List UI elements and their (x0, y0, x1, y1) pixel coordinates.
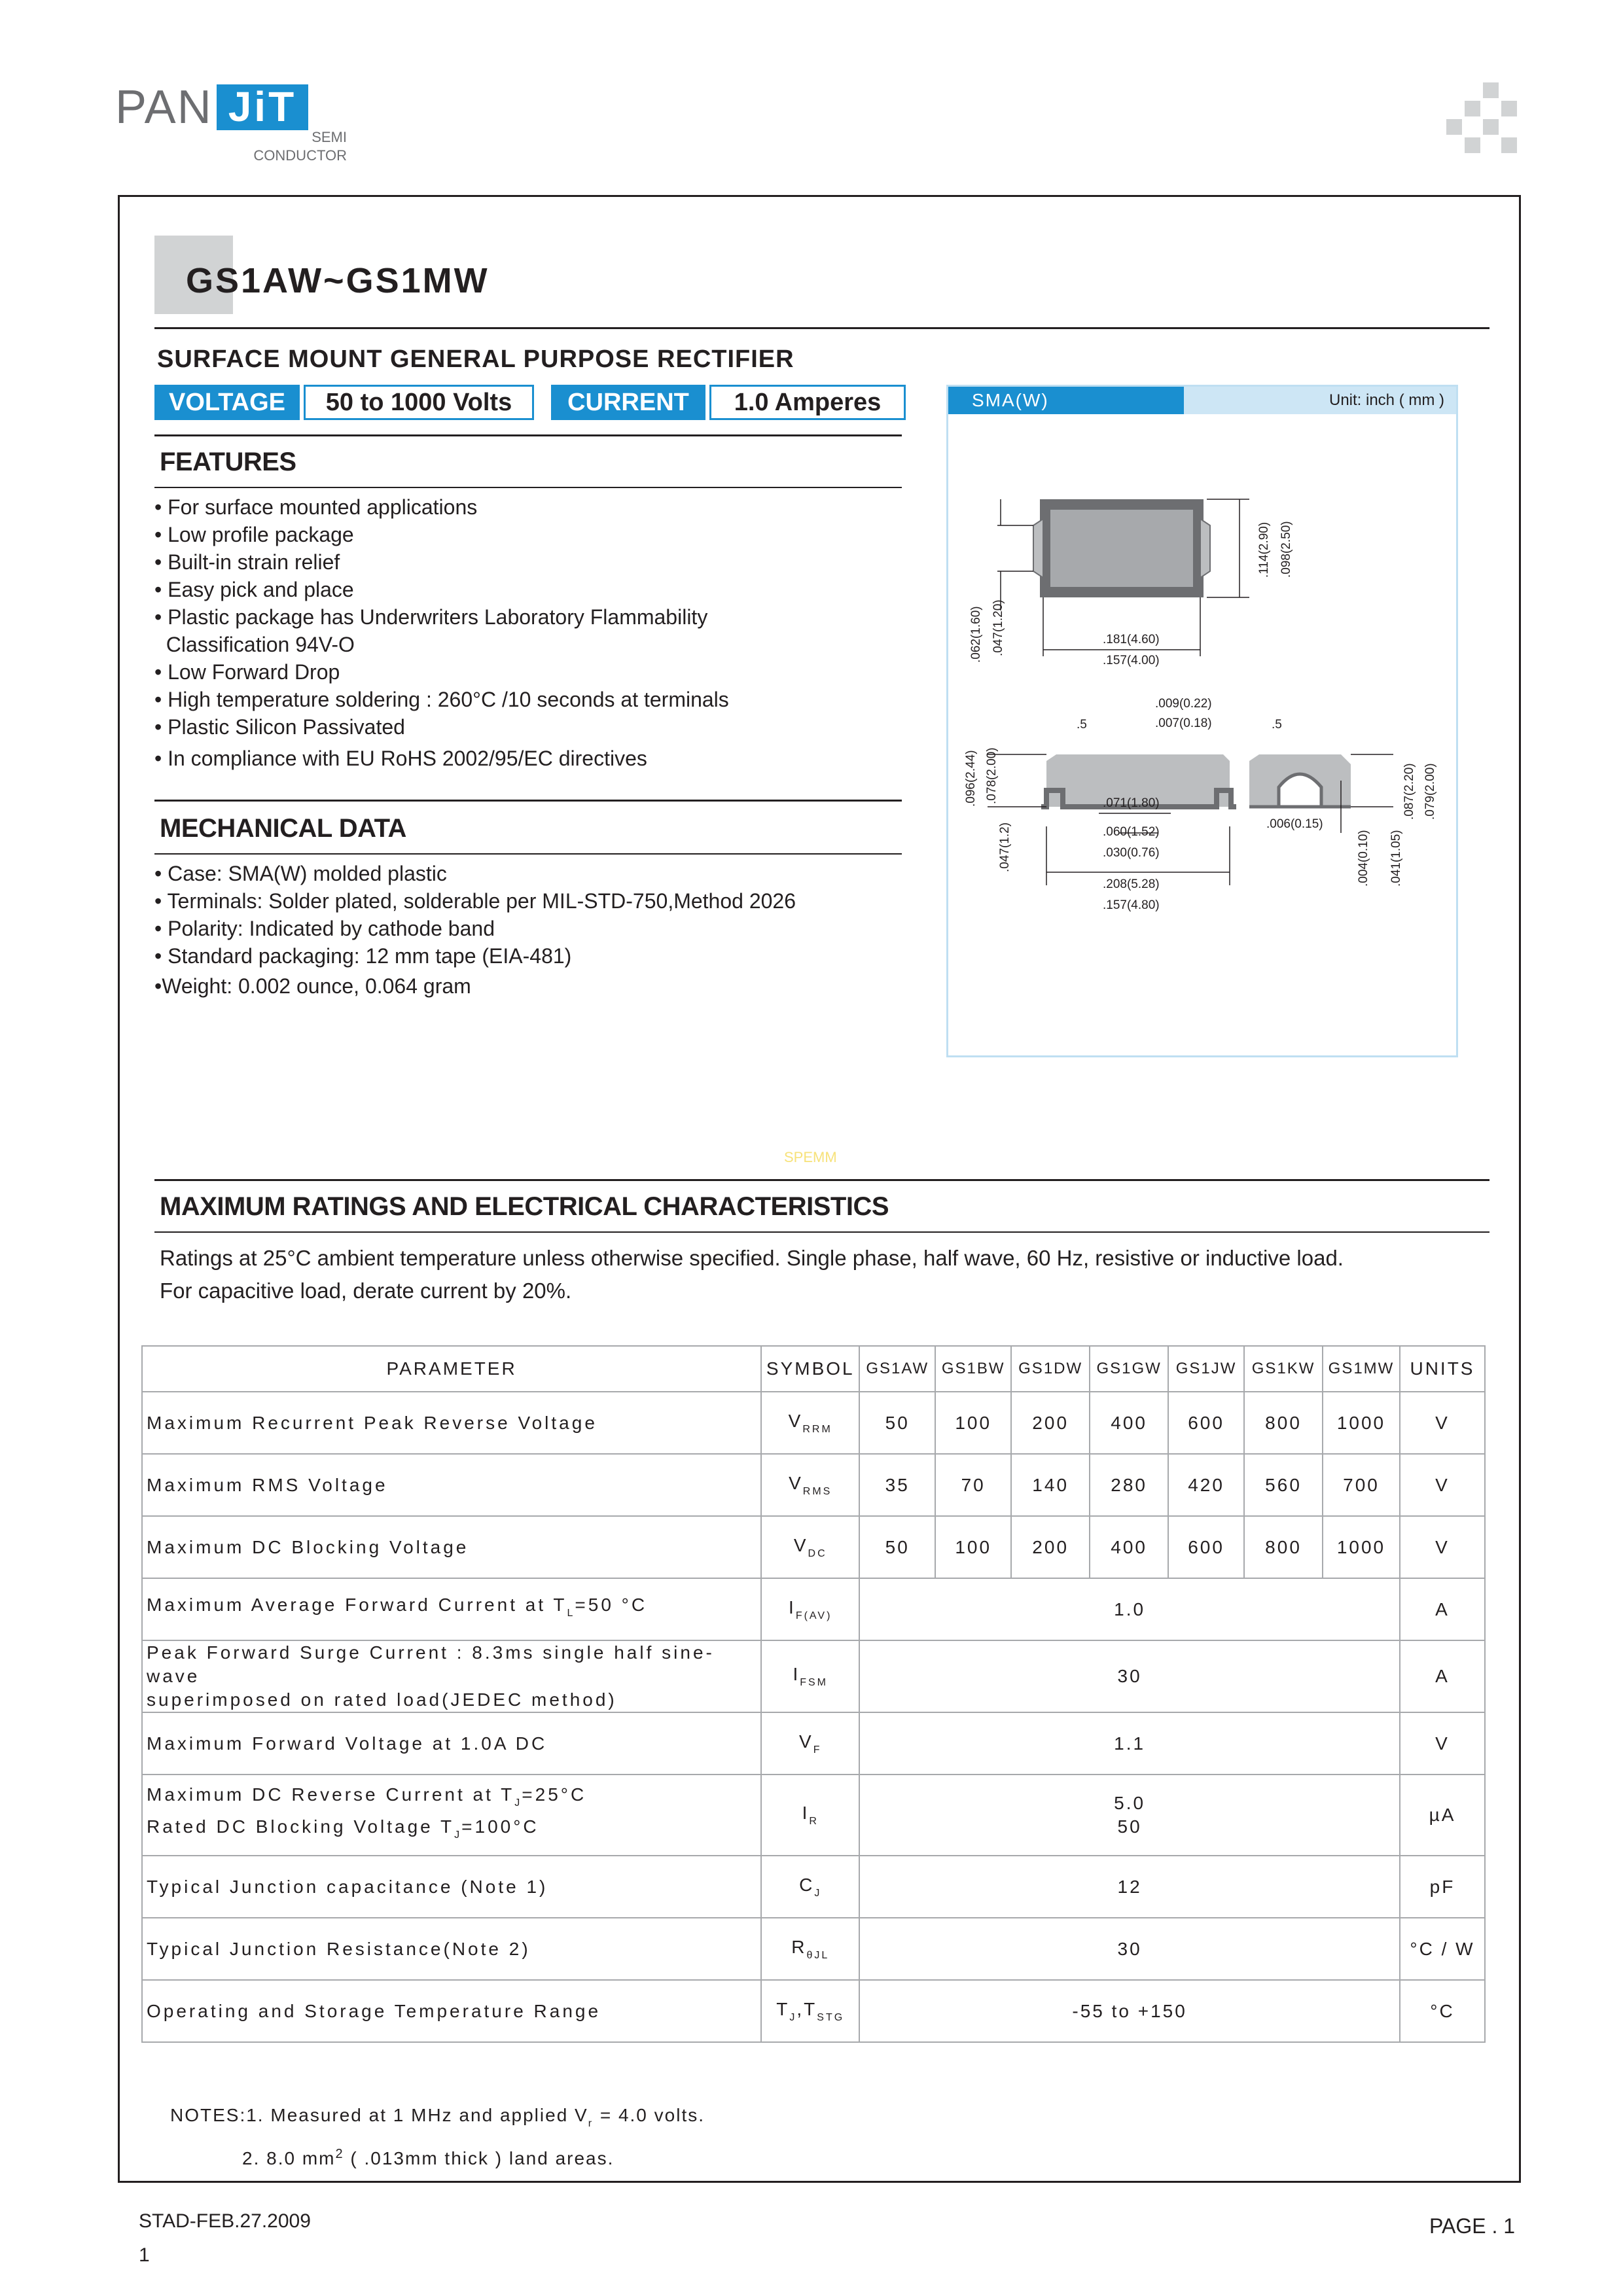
package-end-view (1249, 754, 1437, 887)
mechanical-top-rule (154, 800, 902, 802)
symbol-cell: $I_R$ (761, 1775, 859, 1856)
package-side-view (964, 697, 1282, 912)
dim-label: .208(5.28) (1103, 877, 1160, 891)
voltage-label: VOLTAGE (154, 385, 300, 420)
dim-label: .5 (1272, 718, 1282, 732)
dim-label: .041(1.05) (1389, 830, 1403, 887)
col-header: GS1BW (935, 1346, 1011, 1392)
col-header: GS1JW (1168, 1346, 1244, 1392)
features-list (154, 493, 729, 772)
current-value: 1.0 Amperes (709, 385, 906, 420)
dim-label: .062(1.60) (969, 606, 983, 663)
symbol-cell: $I_{F(AV)}$ (761, 1578, 859, 1640)
param-cell: Maximum Forward Voltage at 1.0A DC (142, 1712, 761, 1775)
title-divider (154, 327, 1489, 329)
value-cell: 700 (1323, 1454, 1400, 1516)
notes (170, 2100, 705, 2174)
brand-logo (115, 81, 308, 133)
unit-cell: µA (1400, 1775, 1485, 1856)
note-2: 2. 8.0 $mm^2$ ( .013mm thick ) land areas. (242, 2147, 615, 2168)
ratings-note-1: Ratings at 25°C ambient temperature unless otherwise specified. Single phase, half wave, 60 Hz, resistive or inductive load. (160, 1246, 1344, 1270)
features-bottom-rule (154, 487, 902, 488)
param-cell: Typical Junction capacitance (Note 1) (142, 1856, 761, 1918)
corner-pattern-icon (1446, 82, 1518, 154)
dim-label: .079(2.00) (1423, 763, 1437, 820)
dim-label: .098(2.50) (1279, 521, 1293, 578)
package-drawing (948, 414, 1456, 1055)
unit-cell: V (1400, 1392, 1485, 1454)
dim-label: .087(2.20) (1402, 763, 1416, 820)
package-diagram-panel (946, 385, 1458, 1057)
table-row (142, 1640, 1485, 1712)
symbol-cell: $V_{RMS}$ (761, 1454, 859, 1516)
dim-label: .5 (1077, 718, 1087, 732)
col-header: GS1AW (859, 1346, 935, 1392)
brand-subtitle (236, 128, 347, 165)
product-subtitle: SURFACE MOUNT GENERAL PURPOSE RECTIFIER (157, 345, 794, 373)
col-header: SYMBOL (761, 1346, 859, 1392)
dim-label: .047(1.20) (991, 599, 1005, 656)
table-row (142, 1392, 1485, 1454)
list-item: • For surface mounted applications (154, 495, 478, 519)
table-row (142, 1516, 1485, 1578)
value-cell: 420 (1168, 1454, 1244, 1516)
param-cell: Maximum DC Reverse Current at $T_J=25^\circ C$ Rated DC Blocking Voltage $T_J=100^\circ C$ (142, 1775, 761, 1856)
features-top-rule (154, 434, 902, 436)
value-cell: 1000 (1323, 1516, 1400, 1578)
unit-cell: A (1400, 1640, 1485, 1712)
dim-label: .096(2.44) (964, 750, 978, 807)
footer-page: PAGE . 1 (1429, 2214, 1516, 2238)
value-cell: 5.0 50 (859, 1775, 1400, 1856)
mechanical-title: MECHANICAL DATA (160, 814, 406, 843)
list-item: • In compliance with EU RoHS 2002/95/EC directives (154, 747, 647, 770)
dim-label: .114(2.90) (1257, 521, 1271, 578)
ratings-table (141, 1345, 1486, 2043)
value-cell: 400 (1090, 1516, 1168, 1578)
param-cell: Operating and Storage Temperature Range (142, 1980, 761, 2042)
brand-name-left: PAN (115, 81, 213, 133)
value-cell: 600 (1168, 1516, 1244, 1578)
value-cell: 280 (1090, 1454, 1168, 1516)
symbol-cell: $V_F$ (761, 1712, 859, 1775)
unit-cell: V (1400, 1454, 1485, 1516)
value-cell: 600 (1168, 1392, 1244, 1454)
value-cell: 100 (935, 1516, 1011, 1578)
list-item: • Plastic Silicon Passivated (154, 715, 405, 739)
value-cell: 800 (1244, 1516, 1323, 1578)
value-cell: 12 (859, 1856, 1400, 1918)
voltage-value: 50 to 1000 Volts (304, 385, 534, 420)
symbol-cell: $T_J,T_{STG}$ (761, 1980, 859, 2042)
note-1: NOTES:1. Measured at 1 MHz and applied $V_r = 4.0$ volts. (170, 2105, 705, 2129)
symbol-cell: $V_{RRM}$ (761, 1392, 859, 1454)
footer-date: STAD-FEB.27.2009 (139, 2210, 311, 2232)
dim-label: .006(0.15) (1266, 817, 1323, 831)
col-header: GS1DW (1011, 1346, 1090, 1392)
unit-cell: °C / W (1400, 1918, 1485, 1980)
page-title: GS1AW~GS1MW (186, 261, 490, 300)
value-cell: 50 (859, 1392, 935, 1454)
value-cell: 1.0 (859, 1578, 1400, 1640)
value-cell: 1000 (1323, 1392, 1400, 1454)
dim-label: .030(0.76) (1103, 846, 1160, 860)
list-item: • Polarity: Indicated by cathode band (154, 917, 495, 940)
table-row (142, 1775, 1485, 1856)
list-item: • Built-in strain relief (154, 550, 340, 574)
value-cell: 140 (1011, 1454, 1090, 1516)
dim-label: .181(4.60) (1103, 633, 1160, 646)
value-cell: 30 (859, 1918, 1400, 1980)
ratings-note-2: For capacitive load, derate current by 20%. (160, 1279, 572, 1303)
value-cell: 800 (1244, 1392, 1323, 1454)
list-item: • Case: SMA(W) molded plastic (154, 862, 447, 885)
ratings-title: MAXIMUM RATINGS AND ELECTRICAL CHARACTERISTICS (160, 1192, 889, 1221)
value-cell: 100 (935, 1392, 1011, 1454)
param-cell: Maximum RMS Voltage (142, 1454, 761, 1516)
dim-label: .157(4.80) (1103, 898, 1160, 912)
brand-sub-line2: CONDUCTOR (253, 147, 347, 164)
param-cell: Peak Forward Surge Current : 8.3ms single half sine-wave superimposed on rated load(JEDEC method) (142, 1640, 761, 1712)
footer-number: 1 (139, 2244, 150, 2266)
list-item: • Plastic package has Underwriters Laboratory Flammability (154, 605, 708, 629)
col-header: GS1MW (1323, 1346, 1400, 1392)
col-header: PARAMETER (142, 1346, 761, 1392)
symbol-cell: $V_{DC}$ (761, 1516, 859, 1578)
table-row (142, 1980, 1485, 2042)
current-label: CURRENT (551, 385, 705, 420)
ratings-bottom-rule (154, 1231, 1489, 1233)
value-cell: 1.1 (859, 1712, 1400, 1775)
dim-label: .071(1.80) (1103, 796, 1160, 810)
param-cell: Typical Junction Resistance(Note 2) (142, 1918, 761, 1980)
brand-name-right: JiT (217, 84, 308, 130)
value-cell: 35 (859, 1454, 935, 1516)
list-item: • Easy pick and place (154, 578, 354, 601)
watermark-text: SPEMM (784, 1149, 837, 1165)
param-cell: Maximum Average Forward Current at $T_L=50$ °C (142, 1578, 761, 1640)
value-cell: 560 (1244, 1454, 1323, 1516)
dim-label: .060(1.52) (1103, 825, 1160, 839)
value-cell: 400 (1090, 1392, 1168, 1454)
value-cell: -55 to +150 (859, 1980, 1400, 2042)
ratings-top-rule (154, 1179, 1489, 1181)
package-header (948, 387, 1456, 414)
value-cell: 50 (859, 1516, 935, 1578)
dim-label: .078(2.00) (985, 747, 999, 804)
value-cell: 70 (935, 1454, 1011, 1516)
list-item: •Weight: 0.002 ounce, 0.064 gram (154, 974, 471, 998)
dim-label: .047(1.2) (998, 822, 1012, 872)
value-cell: 200 (1011, 1392, 1090, 1454)
table-row (142, 1454, 1485, 1516)
symbol-cell: $R_{\theta JL}$ (761, 1918, 859, 1980)
dim-label: .157(4.00) (1103, 654, 1160, 667)
list-item: • Low profile package (154, 523, 354, 546)
list-item: • Low Forward Drop (154, 660, 340, 684)
package-name: SMA(W) (948, 387, 1184, 414)
dim-label: .004(0.10) (1357, 830, 1370, 887)
list-item: • Standard packaging: 12 mm tape (EIA-481) (154, 944, 572, 968)
unit-cell: pF (1400, 1856, 1485, 1918)
mechanical-bottom-rule (154, 853, 902, 855)
table-row (142, 1712, 1485, 1775)
value-cell: 200 (1011, 1516, 1090, 1578)
dim-label: .007(0.18) (1155, 716, 1212, 730)
list-item: Classification 94V-O (154, 633, 355, 656)
col-header: GS1GW (1090, 1346, 1168, 1392)
list-item: • High temperature soldering : 260°C /10 seconds at terminals (154, 688, 729, 711)
param-cell: Maximum Recurrent Peak Reverse Voltage (142, 1392, 761, 1454)
unit-cell: A (1400, 1578, 1485, 1640)
param-cell: Maximum DC Blocking Voltage (142, 1516, 761, 1578)
package-unit: Unit: inch ( mm ) (1329, 391, 1444, 409)
col-header: UNITS (1400, 1346, 1485, 1392)
value-cell: 30 (859, 1640, 1400, 1712)
brand-sub-line1: SEMI (312, 129, 347, 145)
table-header-row (142, 1346, 1485, 1392)
unit-cell: V (1400, 1712, 1485, 1775)
table-row (142, 1856, 1485, 1918)
symbol-cell: $I_{FSM}$ (761, 1640, 859, 1712)
unit-cell: °C (1400, 1980, 1485, 2042)
table-row (142, 1578, 1485, 1640)
unit-cell: V (1400, 1516, 1485, 1578)
package-top-view (969, 499, 1293, 667)
dim-label: .009(0.22) (1155, 697, 1212, 711)
col-header: GS1KW (1244, 1346, 1323, 1392)
symbol-cell: $C_J$ (761, 1856, 859, 1918)
mechanical-list (154, 860, 796, 1000)
table-row (142, 1918, 1485, 1980)
features-title: FEATURES (160, 448, 296, 476)
list-item: • Terminals: Solder plated, solderable per MIL-STD-750,Method 2026 (154, 889, 796, 913)
